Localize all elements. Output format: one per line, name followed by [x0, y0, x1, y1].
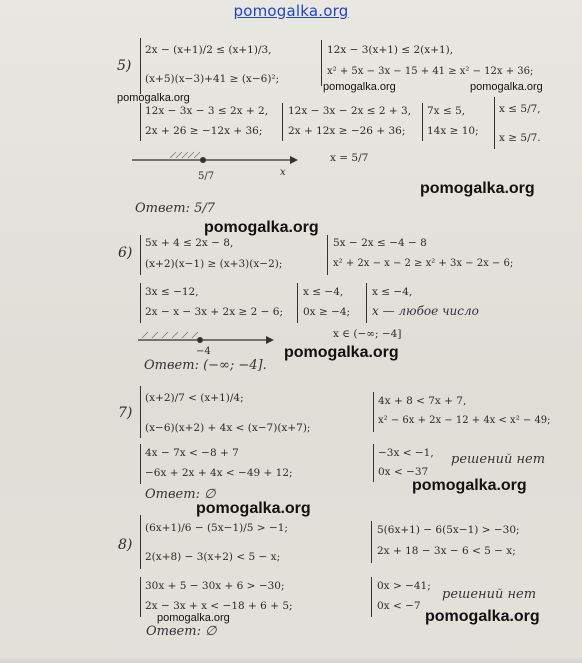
- p5-line-f1: x ≤ 5/7,: [499, 103, 541, 115]
- watermark: pomogalka.org: [470, 81, 543, 93]
- p6-line-b2: x² + 2x − x − 2 ≥ x² + 3x − 2x − 6;: [333, 258, 514, 269]
- system-brace: [373, 444, 374, 482]
- p7-line-d2: 0x < −37: [378, 466, 429, 478]
- p5-line-d1: 12x − 3x − 2x ≤ 2 + 3,: [288, 105, 412, 117]
- watermark: pomogalka.org: [420, 180, 535, 197]
- system-brace: [140, 515, 141, 569]
- p5-line-b1: 12x − 3(x+1) ≤ 2(x+1),: [327, 44, 454, 56]
- p7-line-d1: −3x < −1,: [378, 447, 434, 459]
- p7-line-b2: x² − 6x + 2x − 12 + 4x < x² − 49;: [378, 415, 551, 426]
- system-brace: [140, 283, 141, 323]
- system-brace: [422, 103, 423, 141]
- p6-line-a2: (x+2)(x−1) ≥ (x+3)(x−2);: [145, 258, 283, 270]
- p6-line-b1: 5x − 2x ≤ −4 − 8: [333, 237, 427, 249]
- p8-no-solution: решений нет: [442, 587, 537, 602]
- watermark: pomogalka.org: [204, 219, 319, 236]
- problem-7-number: 7): [118, 405, 133, 421]
- p6-line-e1: x ≤ −4,: [372, 286, 413, 298]
- p8-answer: Ответ: ∅: [146, 624, 217, 639]
- system-brace: [366, 283, 367, 323]
- p5-line-c1: 12x − 3x − 3 ≤ 2x + 2,: [145, 105, 269, 117]
- p5-line-d2: 2x + 12x ≥ −26 + 36;: [288, 125, 406, 137]
- system-brace: [140, 103, 141, 141]
- watermark: pomogalka.org: [157, 612, 230, 624]
- problem-6-number: 6): [118, 245, 133, 261]
- watermark: pomogalka.org: [196, 500, 311, 517]
- p6-line-c1: 3x ≤ −12,: [145, 286, 199, 298]
- system-brace: [371, 521, 372, 563]
- p8-line-d1: 0x > −41;: [377, 580, 431, 592]
- number-line: [130, 148, 300, 172]
- axis-point-label: −4: [196, 346, 211, 357]
- system-brace: [327, 235, 328, 275]
- system-brace: [371, 577, 372, 617]
- p7-answer: Ответ: ∅: [145, 487, 216, 502]
- p6-line-a1: 5x + 4 ≤ 2x − 8,: [145, 237, 234, 249]
- problem-5-number: 5): [117, 58, 132, 74]
- system-brace: [321, 40, 322, 86]
- p5-line-a1: 2x − (x+1)/2 ≤ (x+1)/3,: [145, 44, 272, 56]
- p8-line-d2: 0x < −7: [377, 600, 421, 612]
- p6-line-d1: x ≤ −4,: [303, 286, 344, 298]
- p6-line-c2: 2x − x − 3x + 2x ≥ 2 − 6;: [145, 306, 283, 318]
- p6-solution: x ∈ (−∞; −4]: [333, 328, 402, 340]
- system-brace: [140, 444, 141, 484]
- p7-no-solution: решений нет: [451, 452, 546, 467]
- axis-variable: x: [280, 167, 286, 178]
- p5-solution: x = 5/7: [330, 152, 369, 164]
- watermark: pomogalka.org: [284, 344, 399, 361]
- system-brace: [494, 97, 495, 149]
- watermark: pomogalka.org: [412, 477, 527, 494]
- site-link[interactable]: pomogalka.org: [233, 2, 349, 20]
- p6-line-d2: 0x ≥ −4;: [303, 306, 351, 318]
- system-brace: [140, 235, 141, 275]
- problem-8-number: 8): [118, 537, 133, 553]
- watermark: pomogalka.org: [323, 81, 396, 93]
- system-brace: [282, 103, 283, 141]
- system-brace: [140, 386, 141, 438]
- p8-line-c2: 2x − 3x + x < −18 + 6 + 5;: [145, 600, 293, 612]
- p8-line-a1: (6x+1)/6 − (5x−1)/5 > −1;: [145, 522, 288, 534]
- p6-line-e2: x — любое число: [372, 304, 479, 318]
- p5-line-e1: 7x ≤ 5,: [427, 105, 466, 117]
- p5-line-e2: 14x ≥ 10;: [427, 125, 479, 137]
- system-brace: [140, 577, 141, 617]
- p8-line-b2: 2x + 18 − 3x − 6 < 5 − x;: [377, 545, 516, 557]
- p5-line-f2: x ≥ 5/7.: [499, 132, 541, 144]
- p7-line-c1: 4x − 7x < −8 + 7: [145, 447, 239, 459]
- p7-line-c2: −6x + 2x + 4x < −49 + 12;: [145, 467, 293, 479]
- p7-line-b1: 4x + 8 < 7x + 7,: [378, 395, 467, 407]
- p5-line-b2: x² + 5x − 3x − 15 + 41 ≥ x² − 12x + 36;: [327, 66, 534, 77]
- watermark: pomogalka.org: [117, 92, 190, 104]
- p6-answer: Ответ: (−∞; −4].: [144, 358, 267, 373]
- page-bottom-edge: [0, 656, 582, 663]
- p7-line-a2: (x−6)(x+2) + 4x < (x−7)(x+7);: [145, 422, 311, 434]
- p5-answer: Ответ: 5/7: [135, 201, 216, 216]
- p8-line-b1: 5(6x+1) − 6(5x−1) > −30;: [377, 524, 520, 536]
- watermark: pomogalka.org: [425, 608, 540, 625]
- p8-line-c1: 30x + 5 − 30x + 6 > −30;: [145, 580, 285, 592]
- system-brace: [297, 283, 298, 323]
- p5-line-c2: 2x + 26 ≥ −12x + 36;: [145, 125, 263, 137]
- p8-line-a2: 2(x+8) − 3(x+2) < 5 − x;: [145, 551, 281, 563]
- system-brace: [373, 392, 374, 432]
- system-brace: [140, 38, 141, 94]
- axis-point-label: 5/7: [198, 171, 215, 182]
- p5-line-a2: (x+5)(x−3)+41 ≥ (x−6)²;: [145, 73, 280, 85]
- p7-line-a1: (x+2)/7 < (x+1)/4;: [145, 392, 244, 404]
